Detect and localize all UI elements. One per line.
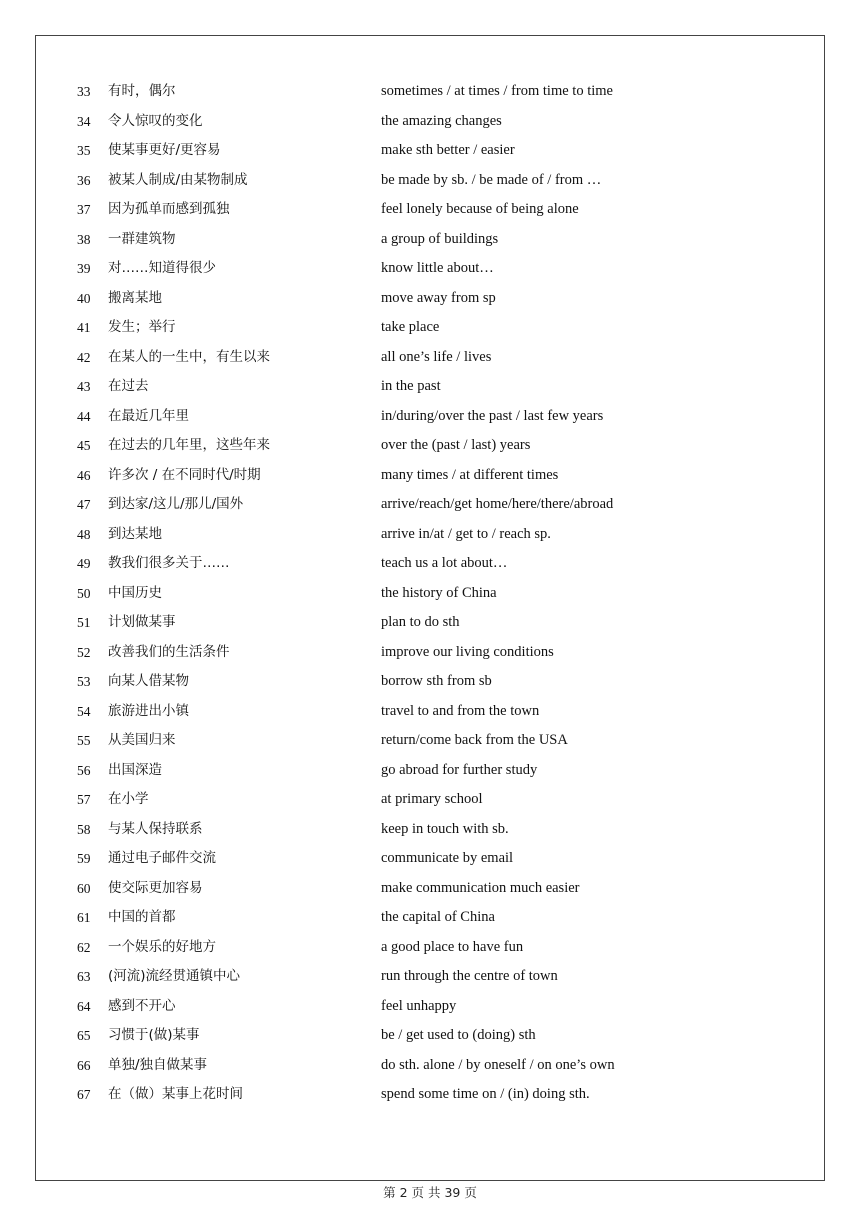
phrase-row	[0, 638, 860, 668]
row-number: 57	[77, 792, 91, 807]
english-phrase: over the (past / last) years	[381, 437, 531, 453]
english-phrase: the capital of China	[381, 909, 495, 925]
phrase-list	[0, 77, 860, 1110]
phrase-row	[0, 815, 860, 845]
row-number: 47	[77, 497, 91, 512]
chinese-phrase: 因为孤单而感到孤独	[108, 201, 230, 217]
row-number: 56	[77, 762, 91, 778]
row-number: 53	[77, 674, 91, 689]
english-phrase: a good place to have fun	[381, 938, 524, 955]
row-number: 42	[77, 349, 91, 365]
chinese-phrase: 一群建筑物	[108, 230, 176, 247]
row-number: 48	[77, 526, 91, 542]
chinese-phrase: 从美国归来	[108, 732, 176, 748]
chinese-phrase: 在（做）某事上花时间	[108, 1086, 243, 1102]
phrase-row	[0, 667, 860, 697]
chinese-phrase: 中国的首都	[108, 909, 176, 925]
phrase-row	[0, 903, 860, 933]
english-phrase: communicate by email	[381, 850, 514, 866]
english-phrase: return/come back from the USA	[381, 732, 568, 748]
row-number: 66	[77, 1057, 91, 1073]
chinese-phrase: 旅游进出小镇	[108, 702, 189, 719]
phrase-row	[0, 313, 860, 343]
chinese-phrase: 使某事更好/更容易	[108, 142, 221, 158]
row-number: 49	[77, 556, 91, 571]
phrase-row	[0, 107, 860, 137]
row-number: 36	[77, 172, 91, 188]
chinese-phrase: 有时，偶尔	[108, 83, 176, 99]
chinese-phrase: 一个娱乐的好地方	[108, 938, 216, 955]
chinese-phrase: 到达某地	[108, 525, 162, 542]
chinese-phrase: (河流)流经贯通镇中心	[108, 968, 241, 984]
chinese-phrase: 中国历史	[108, 584, 162, 601]
phrase-row	[0, 579, 860, 609]
english-phrase: spend some time on / (in) doing sth.	[381, 1086, 590, 1102]
english-phrase: plan to do sth	[381, 614, 460, 630]
english-phrase: do sth. alone / by oneself / on one’s own	[381, 1056, 615, 1073]
english-phrase: know little about…	[381, 260, 494, 276]
english-phrase: in the past	[381, 378, 441, 394]
phrase-row	[0, 844, 860, 874]
chinese-phrase: 在小学	[108, 791, 149, 807]
english-phrase: all one’s life / lives	[381, 348, 492, 365]
english-phrase: the amazing changes	[381, 112, 502, 129]
row-number: 51	[77, 615, 91, 630]
row-number: 34	[77, 113, 91, 129]
english-phrase: be / get used to (doing) sth	[381, 1027, 536, 1043]
row-number: 65	[77, 1028, 91, 1043]
chinese-phrase: 被某人制成/由某物制成	[108, 171, 248, 188]
chinese-phrase: 在过去	[108, 378, 149, 394]
phrase-row	[0, 962, 860, 992]
phrase-row	[0, 402, 860, 432]
row-number: 35	[77, 143, 91, 158]
phrase-row	[0, 490, 860, 520]
row-number: 38	[77, 231, 91, 247]
english-phrase: the history of China	[381, 584, 497, 601]
chinese-phrase: 许多次 / 在不同时代/时期	[108, 466, 261, 483]
english-phrase: arrive/reach/get home/here/there/abroad	[381, 496, 614, 512]
chinese-phrase: 改善我们的生活条件	[108, 643, 230, 660]
row-number: 52	[77, 644, 91, 660]
chinese-phrase: 单独/独自做某事	[108, 1056, 208, 1073]
phrase-row	[0, 549, 860, 579]
row-number: 60	[77, 880, 91, 896]
chinese-phrase: 与某人保持联系	[108, 820, 203, 837]
chinese-phrase: 通过电子邮件交流	[108, 850, 216, 866]
chinese-phrase: 在过去的几年里，这些年来	[108, 437, 270, 453]
chinese-phrase: 使交际更加容易	[108, 879, 203, 896]
chinese-phrase: 在最近几年里	[108, 407, 189, 424]
page-footer: 第 2 页 共 39 页	[383, 1185, 477, 1200]
row-number: 33	[77, 84, 91, 99]
chinese-phrase: 感到不开心	[108, 997, 176, 1014]
row-number: 63	[77, 969, 91, 984]
row-number: 39	[77, 261, 91, 276]
chinese-phrase: 习惯于(做)某事	[108, 1027, 200, 1043]
phrase-row	[0, 520, 860, 550]
chinese-phrase: 在某人的一生中，有生以来	[108, 348, 270, 365]
row-number: 41	[77, 320, 91, 335]
row-number: 50	[77, 585, 91, 601]
row-number: 58	[77, 821, 91, 837]
phrase-row	[0, 933, 860, 963]
row-number: 45	[77, 438, 91, 453]
chinese-phrase: 计划做某事	[108, 614, 176, 630]
chinese-phrase: 令人惊叹的变化	[108, 112, 203, 129]
chinese-phrase: 到达家/这儿/那儿/国外	[108, 496, 244, 512]
english-phrase: arrive in/at / get to / reach sp.	[381, 525, 551, 542]
phrase-row	[0, 77, 860, 107]
row-number: 37	[77, 202, 91, 217]
english-phrase: travel to and from the town	[381, 702, 540, 719]
phrase-row	[0, 1051, 860, 1081]
row-number: 43	[77, 379, 91, 394]
phrase-row	[0, 726, 860, 756]
phrase-row	[0, 461, 860, 491]
english-phrase: take place	[381, 319, 440, 335]
phrase-row	[0, 136, 860, 166]
phrase-row	[0, 284, 860, 314]
english-phrase: keep in touch with sb.	[381, 820, 509, 837]
phrase-row	[0, 372, 860, 402]
row-number: 67	[77, 1087, 91, 1102]
phrase-row	[0, 195, 860, 225]
row-number: 62	[77, 939, 91, 955]
row-number: 44	[77, 408, 91, 424]
english-phrase: at primary school	[381, 791, 483, 807]
english-phrase: a group of buildings	[381, 230, 499, 247]
phrase-row	[0, 785, 860, 815]
english-phrase: make sth better / easier	[381, 142, 515, 158]
english-phrase: make communication much easier	[381, 879, 580, 896]
phrase-row	[0, 756, 860, 786]
english-phrase: go abroad for further study	[381, 761, 538, 778]
phrase-row	[0, 254, 860, 284]
english-phrase: teach us a lot about…	[381, 555, 508, 571]
english-phrase: many times / at different times	[381, 466, 559, 483]
phrase-row	[0, 225, 860, 255]
english-phrase: sometimes / at times / from time to time	[381, 83, 613, 99]
row-number: 40	[77, 290, 91, 306]
phrase-row	[0, 1021, 860, 1051]
phrase-row	[0, 608, 860, 638]
phrase-row	[0, 874, 860, 904]
phrase-row	[0, 343, 860, 373]
chinese-phrase: 教我们很多关于……	[108, 555, 230, 571]
row-number: 64	[77, 998, 91, 1014]
chinese-phrase: 对……知道得很少	[108, 260, 216, 276]
phrase-row	[0, 166, 860, 196]
english-phrase: borrow sth from sb	[381, 673, 492, 689]
row-number: 59	[77, 851, 91, 866]
english-phrase: be made by sb. / be made of / from …	[381, 171, 602, 188]
phrase-row	[0, 992, 860, 1022]
chinese-phrase: 出国深造	[108, 761, 162, 778]
english-phrase: feel unhappy	[381, 997, 457, 1014]
english-phrase: move away from sp	[381, 289, 496, 306]
row-number: 54	[77, 703, 91, 719]
english-phrase: improve our living conditions	[381, 643, 554, 660]
phrase-row	[0, 1080, 860, 1110]
chinese-phrase: 搬离某地	[108, 289, 162, 306]
chinese-phrase: 向某人借某物	[108, 673, 189, 689]
row-number: 46	[77, 467, 91, 483]
english-phrase: run through the centre of town	[381, 968, 558, 984]
phrase-row	[0, 697, 860, 727]
chinese-phrase: 发生；举行	[108, 319, 176, 335]
english-phrase: in/during/over the past / last few years	[381, 407, 604, 424]
english-phrase: feel lonely because of being alone	[381, 201, 579, 217]
row-number: 61	[77, 910, 91, 925]
phrase-row	[0, 431, 860, 461]
row-number: 55	[77, 733, 91, 748]
